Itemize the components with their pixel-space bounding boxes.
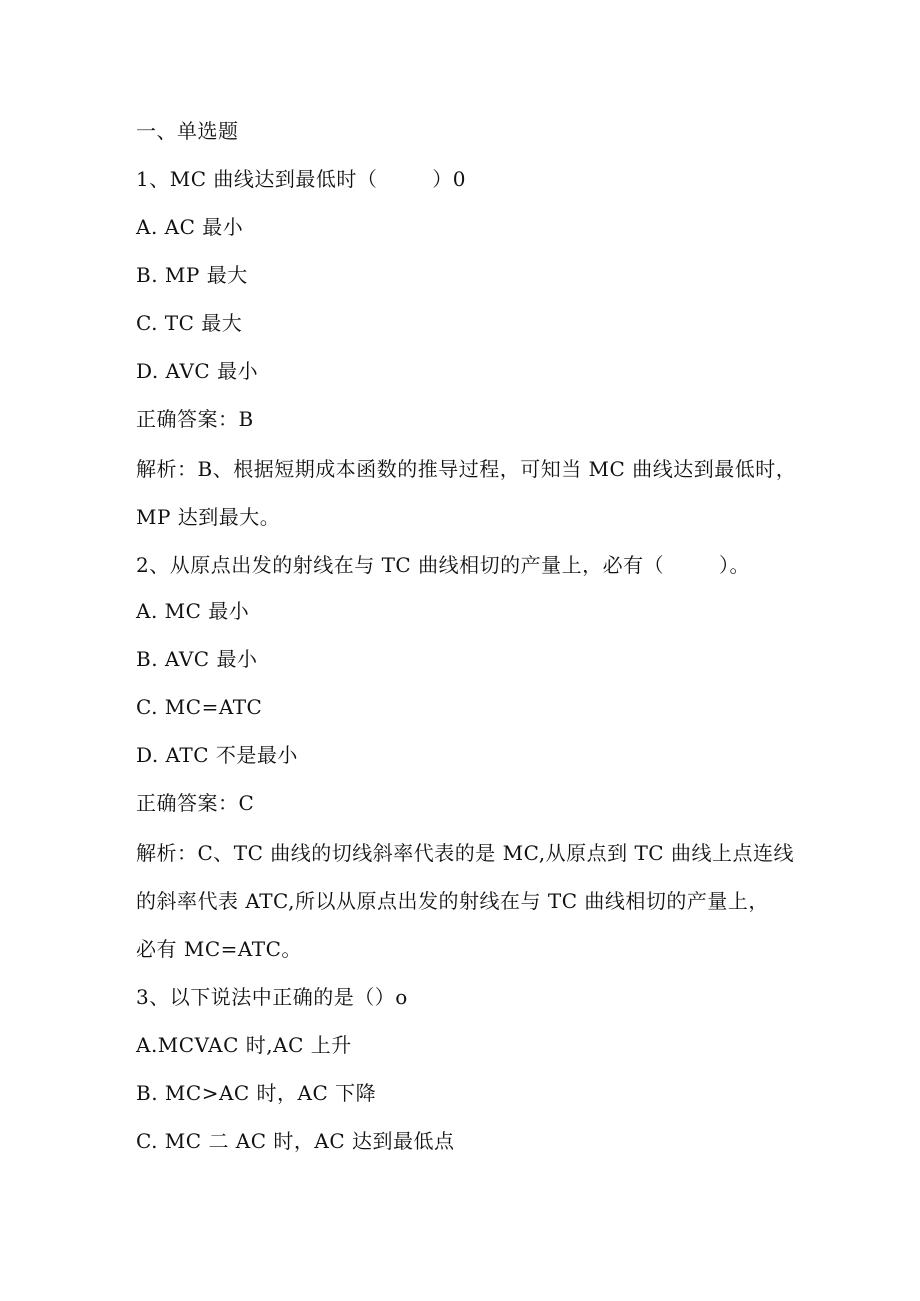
question-2-option-d: D. ATC 不是最小 bbox=[136, 743, 298, 767]
question-2-analysis-line-1: 解析：C、TC 曲线的切线斜率代表的是 MC,从原点到 TC 曲线上点连线 bbox=[136, 841, 794, 865]
section-title: 一、单选题 bbox=[136, 119, 239, 143]
question-3-option-b: B. MC>AC 时，AC 下降 bbox=[136, 1081, 377, 1105]
question-2-stem: 2、从原点出发的射线在与 TC 曲线相切的产量上，必有（ ）。 bbox=[136, 553, 750, 577]
question-1-answer: 正确答案：B bbox=[136, 407, 254, 431]
question-1-analysis-line-2: MP 达到最大。 bbox=[136, 505, 281, 529]
question-1-option-b: B. MP 最大 bbox=[136, 263, 248, 287]
question-2-option-b: B. AVC 最小 bbox=[136, 647, 258, 671]
question-2-answer: 正确答案：C bbox=[136, 791, 255, 815]
question-1-analysis-line-1: 解析：B、根据短期成本函数的推导过程，可知当 MC 曲线达到最低时， bbox=[136, 457, 797, 481]
question-2-option-a: A. MC 最小 bbox=[136, 599, 250, 623]
question-3-stem: 3、以下说法中正确的是（）o bbox=[136, 985, 408, 1009]
question-3-option-a: A.MCVAC 时,AC 上升 bbox=[136, 1033, 352, 1057]
question-1-stem: 1、MC 曲线达到最低时（ ）0 bbox=[136, 167, 466, 191]
question-3-option-c: C. MC 二 AC 时，AC 达到最低点 bbox=[136, 1129, 455, 1153]
question-1-option-c: C. TC 最大 bbox=[136, 311, 243, 335]
question-2-option-c: C. MC=ATC bbox=[136, 695, 263, 719]
question-2-analysis-line-2: 的斜率代表 ATC,所以从原点出发的射线在与 TC 曲线相切的产量上， bbox=[136, 889, 769, 913]
question-2-analysis-line-3: 必有 MC=ATC。 bbox=[136, 937, 302, 961]
question-1-option-d: D. AVC 最小 bbox=[136, 359, 259, 383]
question-1-option-a: A. AC 最小 bbox=[136, 215, 244, 239]
